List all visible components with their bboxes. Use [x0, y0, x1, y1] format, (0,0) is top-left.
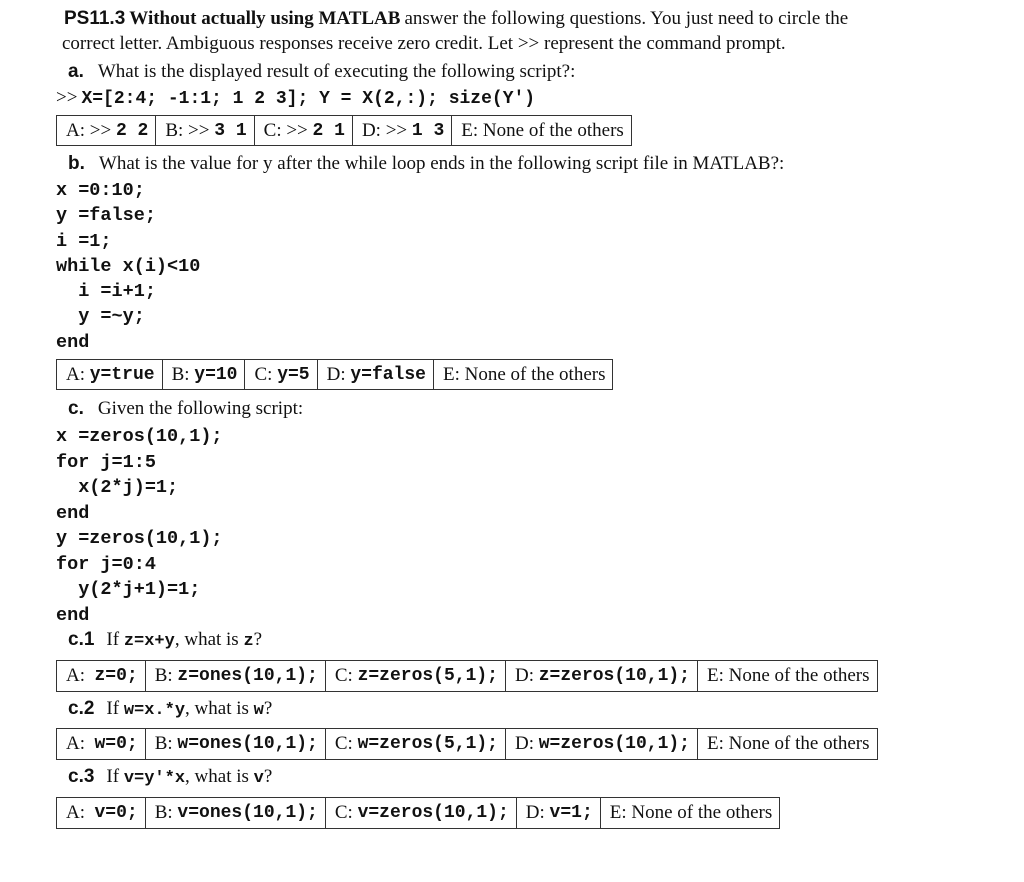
- question-b-options: [56, 359, 613, 390]
- option-prefix: D: >>: [361, 119, 412, 141]
- code-line: y =~y;: [56, 306, 145, 328]
- question-c2: [68, 698, 272, 720]
- option-code: v=1;: [549, 803, 593, 823]
- question-c1-pre: If: [106, 629, 124, 650]
- question-c1-mid: , what is: [174, 629, 244, 650]
- question-c2-var: w: [253, 701, 264, 720]
- option-prefix: E: None of the others: [706, 665, 870, 686]
- question-c1: [68, 629, 262, 651]
- problem-id: PS11.3: [64, 8, 126, 29]
- option-a[interactable]: [57, 360, 163, 389]
- option-c[interactable]: [326, 729, 506, 759]
- code-line: x(2*j)=1;: [56, 477, 179, 498]
- option-prefix: E: None of the others: [706, 733, 870, 754]
- option-prefix: A: >>: [66, 119, 116, 141]
- option-d[interactable]: [318, 360, 434, 389]
- question-a-label: a.: [68, 61, 84, 82]
- option-code: 1 3: [411, 120, 445, 141]
- question-c1-var: z: [243, 632, 254, 651]
- option-c[interactable]: [255, 116, 353, 145]
- option-b[interactable]: [146, 661, 326, 691]
- option-code: z=zeros(5,1);: [357, 666, 498, 686]
- option-prefix: A:: [66, 363, 90, 385]
- question-c2-mid: , what is: [185, 698, 254, 719]
- question-a-text: What is the displayed result of executing the following script?:: [97, 61, 576, 82]
- code-line: x =0:10;: [56, 180, 145, 201]
- option-prefix: C:: [334, 665, 358, 686]
- option-code: z=ones(10,1);: [177, 666, 318, 686]
- option-a[interactable]: [57, 729, 146, 759]
- question-c3-post: ?: [263, 766, 273, 787]
- question-c1-options: [56, 660, 878, 692]
- option-code: w=0;: [94, 734, 138, 754]
- question-c1-post: ?: [253, 629, 263, 650]
- option-d[interactable]: [353, 116, 452, 145]
- question-b-text: What is the value for y after the while loop ends in the following script file in MATLAB?:: [98, 153, 785, 174]
- option-prefix: D:: [326, 363, 351, 385]
- question-c3-var: v: [253, 769, 264, 788]
- option-a[interactable]: [57, 798, 146, 828]
- code-line: end: [56, 502, 90, 524]
- option-prefix: B:: [154, 665, 178, 686]
- question-c3-mid: , what is: [185, 766, 254, 787]
- option-prefix: A:: [66, 665, 95, 686]
- option-code: y=5: [277, 364, 310, 385]
- option-c[interactable]: [326, 661, 506, 691]
- code-line: end: [56, 604, 90, 626]
- option-e[interactable]: [452, 116, 631, 145]
- question-c-label: c.: [68, 398, 84, 419]
- question-b: [68, 153, 784, 175]
- option-code: v=0;: [94, 803, 138, 823]
- question-a-code: [56, 87, 535, 109]
- code-line: x =zeros(10,1);: [56, 426, 223, 447]
- option-prefix: D:: [515, 733, 539, 754]
- header-text-line2: correct letter. Ambiguous responses receive zero credit. Let >> represent the command prompt.: [62, 33, 786, 54]
- question-c: [68, 398, 303, 420]
- option-b[interactable]: [146, 729, 326, 759]
- option-c[interactable]: [326, 798, 517, 828]
- code-line: while x(i)<10: [56, 255, 201, 277]
- option-code: w=zeros(10,1);: [538, 734, 690, 754]
- header-bold-text: Without actually using MATLAB: [129, 8, 401, 29]
- option-prefix: E: None of the others: [461, 119, 624, 141]
- question-c-text: Given the following script:: [97, 398, 304, 419]
- option-e[interactable]: [698, 661, 877, 691]
- question-c3-label: c.3: [68, 766, 95, 787]
- code-line: end: [56, 331, 90, 353]
- option-code: w=ones(10,1);: [177, 734, 318, 754]
- question-c2-pre: If: [106, 698, 124, 719]
- option-code: v=zeros(10,1);: [357, 803, 509, 823]
- option-code: z=0;: [94, 666, 138, 686]
- option-b[interactable]: [163, 360, 246, 389]
- option-prefix: E: None of the others: [609, 802, 773, 823]
- header-text-line1: answer the following questions. You just need to circle the: [404, 8, 849, 29]
- option-e[interactable]: [434, 360, 613, 389]
- question-b-script: [56, 178, 200, 355]
- option-prefix: A:: [66, 733, 95, 754]
- option-a[interactable]: [57, 661, 146, 691]
- option-prefix: C:: [334, 802, 358, 823]
- option-prefix: C: >>: [263, 119, 313, 141]
- code-line: i =1;: [56, 230, 112, 252]
- option-prefix: A:: [66, 802, 95, 823]
- option-code: 2 1: [312, 120, 345, 141]
- question-c3-options: [56, 797, 780, 829]
- option-c[interactable]: [245, 360, 317, 389]
- option-e[interactable]: [601, 798, 780, 828]
- option-prefix: B:: [171, 363, 195, 385]
- option-code: z=zeros(10,1);: [538, 666, 690, 686]
- option-prefix: E: None of the others: [442, 363, 606, 385]
- option-a[interactable]: [57, 116, 156, 145]
- option-code: w=zeros(5,1);: [357, 734, 498, 754]
- option-d[interactable]: [506, 661, 698, 691]
- question-c-script: [56, 424, 223, 628]
- question-c2-post: ?: [263, 698, 273, 719]
- code-line: i =i+1;: [56, 281, 156, 303]
- command-prompt: >>: [56, 87, 78, 108]
- code-line: y =zeros(10,1);: [56, 528, 223, 549]
- question-c1-label: c.1: [68, 629, 95, 650]
- question-a-options: [56, 115, 632, 146]
- code-line: y =false;: [56, 205, 156, 227]
- option-prefix: B: >>: [165, 119, 215, 141]
- code-line: y(2*j+1)=1;: [56, 579, 201, 600]
- question-c2-expr: w=x.*y: [123, 701, 186, 720]
- question-c3-expr: v=y'*x: [123, 769, 186, 788]
- option-code: y=10: [194, 364, 238, 385]
- question-c3-pre: If: [106, 766, 124, 787]
- option-prefix: D:: [515, 665, 539, 686]
- question-c2-options: [56, 728, 878, 760]
- option-code: 2 2: [115, 120, 149, 141]
- code-line: for j=1:5: [56, 451, 156, 473]
- option-code: y=true: [89, 364, 155, 385]
- question-a: [68, 61, 575, 83]
- option-d[interactable]: [517, 798, 601, 828]
- option-e[interactable]: [698, 729, 877, 759]
- question-b-label: b.: [68, 153, 85, 174]
- code-line: for j=0:4: [56, 553, 156, 575]
- option-prefix: D:: [525, 802, 550, 823]
- option-b[interactable]: [146, 798, 326, 828]
- problem-header: [64, 8, 848, 30]
- option-code: y=false: [350, 364, 426, 385]
- question-c3: [68, 766, 272, 788]
- option-prefix: C:: [334, 733, 358, 754]
- option-code: v=ones(10,1);: [177, 803, 318, 823]
- option-b[interactable]: [156, 116, 254, 145]
- option-d[interactable]: [506, 729, 698, 759]
- option-code: 3 1: [214, 120, 247, 141]
- option-prefix: B:: [154, 802, 178, 823]
- question-a-script: X=[2:4; -1:1; 1 2 3]; Y = X(2,:); size(Y'): [81, 89, 536, 109]
- question-c2-label: c.2: [68, 698, 95, 719]
- option-prefix: B:: [154, 733, 178, 754]
- question-c1-expr: z=x+y: [123, 632, 175, 651]
- option-prefix: C:: [254, 363, 278, 385]
